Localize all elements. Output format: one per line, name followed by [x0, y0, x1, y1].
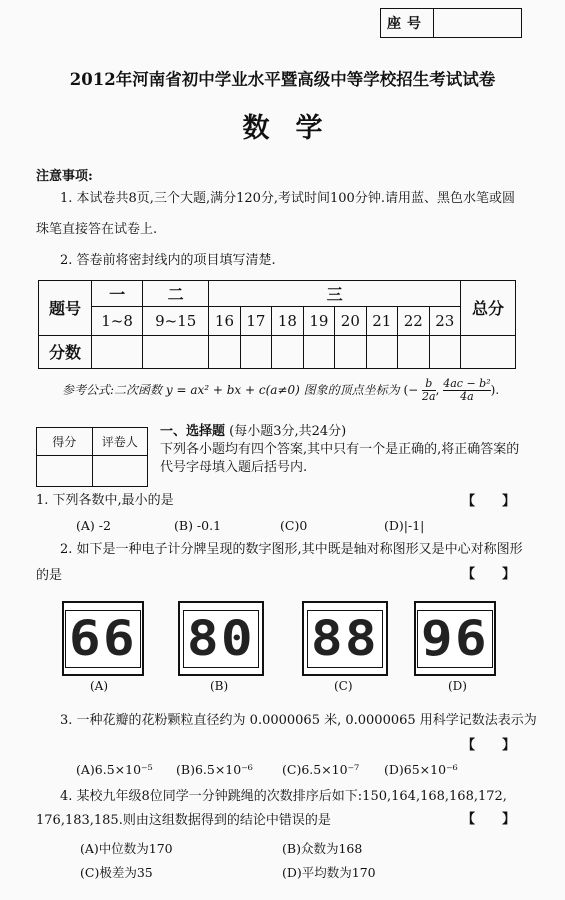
question-4-option-b: (B)众数为168 — [282, 841, 363, 856]
question-2-answer-bracket[interactable]: 【 】 — [462, 567, 516, 582]
figure-a-digits: 66 — [69, 610, 137, 667]
question-4-option-c: (C)极差为35 — [80, 865, 153, 880]
notes-heading: 注意事项: — [36, 169, 93, 184]
question-2-stem-cont: 的是 — [36, 568, 63, 583]
figure-c-card — [302, 601, 388, 676]
section-1-title: 一、选择题 — [160, 424, 226, 439]
question-col-9: 22 — [398, 307, 429, 335]
question-1-option-a: (A) -2 — [76, 518, 111, 533]
question-3-option-c: (C)6.5×10⁻⁷ — [282, 762, 360, 777]
score-row-label: 分数 — [39, 335, 92, 368]
grader-reviewer-label: 评卷人 — [92, 428, 148, 456]
exam-title: 2012年河南省初中学业水平暨高级中等学校招生考试试卷 — [69, 70, 496, 89]
question-col-7: 20 — [335, 307, 366, 335]
section-header-2: 二 — [143, 281, 209, 307]
formula-text: 参考公式:二次函数 y = ax² + bx + c(a≠0) 图象的顶点坐标为 — [62, 383, 400, 397]
note-item-1-cont: 珠笔直接答在试卷上. — [36, 222, 158, 237]
question-col-3: 16 — [209, 307, 240, 335]
note-item-2: 2. 答卷前将密封线内的项目填写清楚. — [60, 253, 276, 268]
total-score-cell[interactable] — [461, 335, 516, 368]
vertex-y-numerator: 4ac − b² — [443, 377, 491, 390]
grader-score-cell[interactable] — [37, 456, 93, 487]
question-3-option-b: (B)6.5×10⁻⁶ — [176, 762, 253, 777]
question-col-5: 18 — [272, 307, 303, 335]
score-cell[interactable] — [209, 335, 240, 368]
question-col-4: 17 — [240, 307, 271, 335]
figure-d-label: (D) — [448, 679, 467, 693]
seat-number-box — [380, 8, 522, 38]
score-cell[interactable] — [303, 335, 334, 368]
question-4-option-d: (D)平均数为170 — [282, 865, 376, 880]
figure-d-card — [414, 601, 496, 676]
question-col-2: 9~15 — [143, 307, 209, 335]
vertex-x-denominator: 2a — [422, 390, 436, 403]
score-cell[interactable] — [272, 335, 303, 368]
question-3-option-a: (A)6.5×10⁻⁵ — [76, 762, 153, 777]
figure-c-digits: 88 — [311, 610, 379, 667]
seat-number-field[interactable] — [434, 9, 521, 37]
question-2-stem: 2. 如下是一种电子计分牌呈现的数字图形,其中既是轴对称图形又是中心对称图形 — [60, 542, 523, 557]
vertex-x-numerator: b — [422, 378, 436, 391]
figure-b-label: (B) — [210, 679, 229, 693]
score-table — [38, 280, 516, 369]
subject-title: 数学 — [242, 113, 349, 144]
question-col-8: 21 — [366, 307, 397, 335]
question-1-stem: 1. 下列各数中,最小的是 — [36, 493, 174, 508]
score-cell[interactable] — [143, 335, 209, 368]
total-score-label: 总分 — [461, 281, 516, 336]
question-3-option-d: (D)65×10⁻⁶ — [384, 762, 458, 777]
section-1-instructions: 下列各小题均有四个答案,其中只有一个是正确的,将正确答案的代号字母填入题后括号内. — [160, 442, 520, 475]
question-3-stem: 3. 一种花瓣的花粉颗粒直径约为 0.0000065 米, 0.0000065 用科学记数法表示为 — [60, 713, 537, 728]
score-cell[interactable] — [366, 335, 397, 368]
section-header-1: 一 — [92, 281, 143, 307]
question-number-label: 题号 — [39, 281, 92, 336]
section-1-header — [160, 423, 520, 477]
section-header-3: 三 — [209, 281, 461, 307]
figure-b-card — [178, 601, 264, 676]
question-1-answer-bracket[interactable]: 【 】 — [462, 494, 516, 509]
reference-formula: 参考公式:二次函数 y = ax² + bx + c(a≠0) 图象的顶点坐标为 (− $\frac{b}{2a}$ , $\frac{\text{4ac − b²}}{4a}$ ). — [62, 377, 500, 403]
question-4-answer-bracket[interactable]: 【 】 — [462, 812, 516, 827]
figure-c-label: (C) — [334, 679, 353, 693]
grader-score-label: 得分 — [37, 428, 93, 456]
question-4-stem: 4. 某校九年级8位同学一分钟跳绳的次数排序后如下:150,164,168,168,172, — [60, 789, 507, 804]
grader-box — [36, 427, 148, 487]
note-item-1: 1. 本试卷共8页,三个大题,满分120分,考试时间100分钟.请用蓝、黑色水笔或圆 — [60, 191, 515, 206]
grader-reviewer-cell[interactable] — [92, 456, 148, 487]
score-cell[interactable] — [335, 335, 366, 368]
question-col-6: 19 — [303, 307, 334, 335]
question-col-10: 23 — [429, 307, 460, 335]
vertex-y-denominator: 4a — [460, 390, 474, 403]
question-4-stem-cont: 176,183,185.则由这组数据得到的结论中错误的是 — [36, 813, 331, 828]
score-cell[interactable] — [429, 335, 460, 368]
figure-d-digits: 96 — [421, 610, 489, 667]
score-cell[interactable] — [92, 335, 143, 368]
section-1-info: (每小题3分,共24分) — [229, 424, 347, 439]
seat-number-label: 座号 — [381, 9, 434, 37]
score-cell[interactable] — [240, 335, 271, 368]
question-col-1: 1~8 — [92, 307, 143, 335]
figure-a-card — [62, 601, 144, 676]
figure-a-label: (A) — [90, 679, 109, 693]
question-4-option-a: (A)中位数为170 — [80, 841, 173, 856]
question-3-answer-bracket[interactable]: 【 】 — [462, 738, 516, 753]
question-1-option-c: (C)0 — [280, 518, 308, 533]
score-cell[interactable] — [398, 335, 429, 368]
question-1-option-b: (B) -0.1 — [174, 518, 222, 533]
figure-b-digits: 80 — [187, 610, 255, 667]
question-1-option-d: (D)|-1| — [384, 518, 425, 533]
